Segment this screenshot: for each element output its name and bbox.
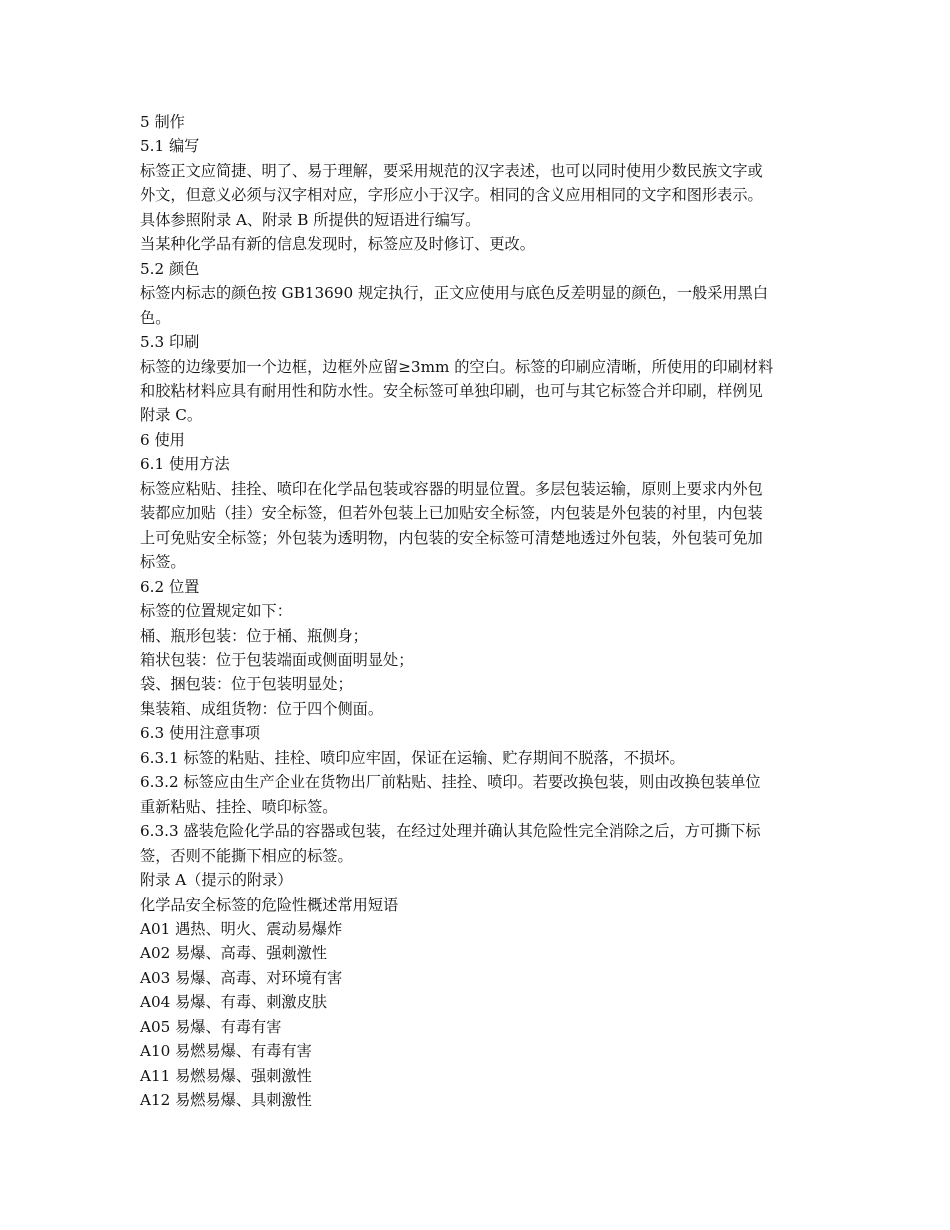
- clause-line: 6.3.1 标签的粘贴、挂栓、喷印应牢固，保证在运输、贮存期间不脱落，不损坏。: [140, 748, 685, 767]
- paragraph-line: 标签的边缘要加一个边框，边框外应留≥3mm 的空白。标签的印刷应清晰，所使用的印刷材料: [140, 357, 774, 376]
- paragraph-line: 标签内标志的颜色按 GB13690 规定执行，正文应使用与底色反差明显的颜色，一般采用黑白: [140, 284, 769, 303]
- paragraph-line: 色。: [140, 308, 171, 327]
- phrase-item: A12 易燃易爆、具刺激性: [140, 1091, 312, 1110]
- appendix-heading: 附录 A（提示的附录）: [140, 871, 293, 890]
- paragraph-line: 具体参照附录 A、附录 B 所提供的短语进行编写。: [140, 210, 481, 229]
- paragraph-line: 标签正文应简捷、明了、易于理解，要采用规范的汉字表述，也可以同时使用少数民族文字或: [140, 161, 763, 180]
- phrase-item: A11 易燃易爆、强刺激性: [140, 1066, 312, 1085]
- phrase-item: A04 易爆、有毒、刺激皮肤: [140, 993, 327, 1012]
- clause-line: 6.3.2 标签应由生产企业在货物出厂前粘贴、挂拴、喷印。若要改换包装，则由改换包装单位: [140, 773, 761, 792]
- paragraph-line: 和胶粘材料应具有耐用性和防水性。安全标签可单独印刷，也可与其它标签合并印刷，样例见: [140, 381, 763, 400]
- phrase-item: A03 易爆、高毒、对环境有害: [140, 968, 343, 987]
- clause-line: 重新粘贴、挂拴、喷印标签。: [140, 797, 338, 816]
- subsection-heading: 5.2 颜色: [140, 259, 200, 278]
- phrase-item: A10 易燃易爆、有毒有害: [140, 1042, 312, 1061]
- phrase-item: A02 易爆、高毒、强刺激性: [140, 944, 327, 963]
- paragraph-line: 外文，但意义必须与汉字相对应，字形应小于汉字。相同的含义应用相同的文字和图形表示。: [140, 186, 763, 205]
- paragraph-line: 装都应加贴（挂）安全标签，但若外包装上已加贴安全标签，内包装是外包装的衬里，内包装: [140, 504, 763, 523]
- appendix-title: 化学品安全标签的危险性概述常用短语: [140, 895, 399, 914]
- subsection-heading: 5.1 编写: [140, 137, 200, 156]
- paragraph-line: 上可免贴安全标签；外包装为透明物，内包装的安全标签可清楚地透过外包装，外包装可免加: [140, 528, 763, 547]
- list-item: 袋、捆包装：位于包装明显处；: [140, 675, 353, 694]
- list-item: 集装箱、成组货物：位于四个侧面。: [140, 699, 383, 718]
- phrase-item: A05 易爆、有毒有害: [140, 1017, 282, 1036]
- document-body: [140, 110, 820, 1113]
- subsection-heading: 6.1 使用方法: [140, 455, 230, 474]
- section-heading: 5 制作: [140, 113, 185, 131]
- clause-line: 签，否则不能撕下相应的标签。: [140, 846, 353, 865]
- list-item: 箱状包装：位于包装端面或侧面明显处；: [140, 650, 414, 669]
- paragraph-line: 标签应粘贴、挂拴、喷印在化学品包装或容器的明显位置。多层包装运输，原则上要求内外包: [140, 479, 763, 498]
- list-item: 桶、瓶形包装：位于桶、瓶侧身；: [140, 626, 368, 645]
- paragraph-line: 当某种化学品有新的信息发现时，标签应及时修订、更改。: [140, 235, 535, 254]
- subsection-heading: 5.3 印刷: [140, 333, 200, 352]
- section-heading: 6 使用: [140, 430, 185, 449]
- paragraph-line: 标签。: [140, 553, 186, 572]
- clause-line: 6.3.3 盛装危险化学品的容器或包装，在经过处理并确认其危险性完全消除之后，方可撕下标: [140, 822, 761, 841]
- subsection-heading: 6.3 使用注意事项: [140, 724, 261, 743]
- paragraph-line: 附录 C。: [140, 406, 203, 425]
- paragraph-line: 标签的位置规定如下：: [140, 602, 292, 621]
- subsection-heading: 6.2 位置: [140, 577, 200, 596]
- phrase-item: A01 遇热、明火、震动易爆炸: [140, 919, 343, 938]
